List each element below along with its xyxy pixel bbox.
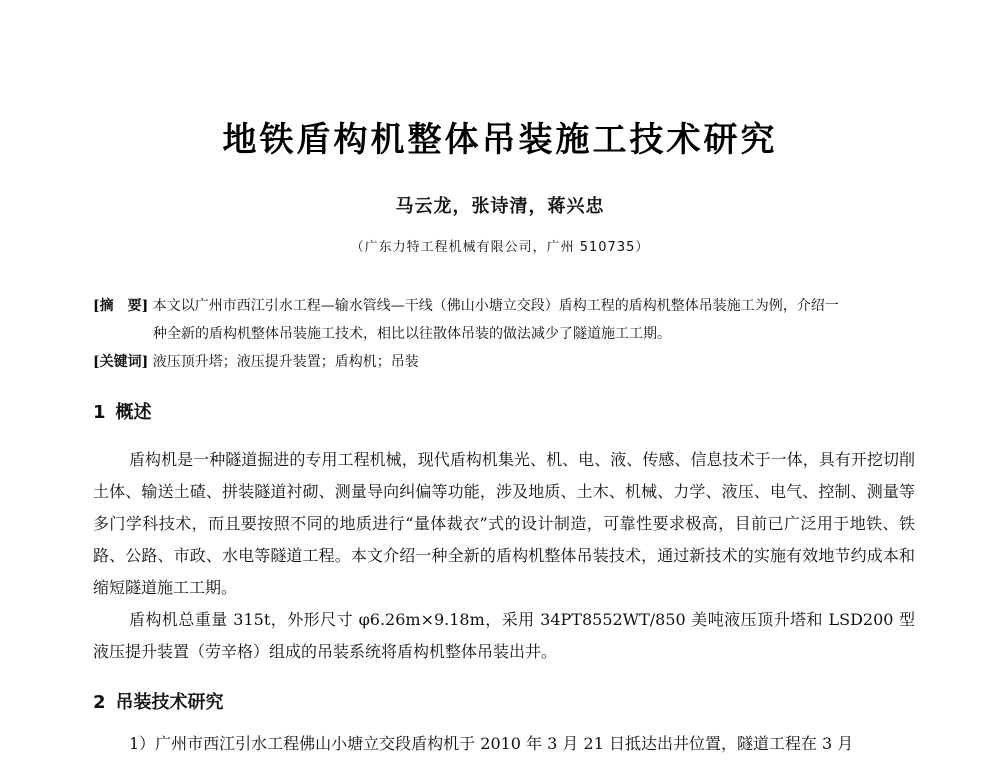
section-heading-2 bbox=[93, 688, 224, 714]
section-title: 吊装技术研究 bbox=[115, 692, 224, 713]
paper-title: 地铁盾构机整体吊装施工技术研究 bbox=[222, 120, 778, 160]
paragraph: 盾构机总重量 315t，外形尺寸 φ6.26m×9.18m，采用 34PT8552WT/850 美吨液压顶升塔和 LSD200 型液压提升装置（劳辛格）组成的吊装系统将盾构机整体吊装出井。 bbox=[93, 610, 915, 661]
section-number: 2 bbox=[93, 692, 106, 713]
paragraph: 1）广州市西江引水工程佛山小塘立交段盾构机于 2010 年 3 月 21 日抵达出井位置，隧道工程在 3 月 bbox=[129, 734, 854, 753]
paragraph: 盾构机是一种隧道掘进的专用工程机械，现代盾构机集光、机、电、液、传感、信息技术于一体，具有开挖切削土体、输送土碴、拼装隧道衬砌、测量导向纠偏等功能，涉及地质、土木、机械、力学、液压、电气、控制、测量等多门学科技术，而且要按照不同的地质进行“量体裁衣”式的设计制造，可靠性要求极高，目前已广泛用于地铁、铁路、公路、市政、水电等隧道工程。本文介绍一种全新的盾构机整体吊装技术，通过新技术的实施有效地节约成本和缩短隧道施工工期。 bbox=[93, 450, 915, 597]
affiliation: （广东力特工程机械有限公司，广州 510735） bbox=[350, 240, 650, 255]
abstract-label: [摘 要] bbox=[93, 298, 149, 314]
section-title: 概述 bbox=[115, 402, 152, 423]
keywords-label: [关键词] bbox=[93, 354, 149, 370]
keywords bbox=[93, 348, 923, 376]
authors: 马云龙，张诗清，蒋兴忠 bbox=[395, 196, 605, 217]
abstract-text-1: 本文以广州市西江引水工程—输水管线—干线（佛山小塘立交段）盾构工程的盾构机整体吊装施工为例，介绍一 bbox=[152, 298, 839, 314]
abstract-line-1 bbox=[93, 292, 923, 320]
abstract-line-2: 种全新的盾构机整体吊装施工技术，相比以往散体吊装的做法减少了隧道施工工期。 bbox=[153, 326, 671, 342]
section-number: 1 bbox=[93, 402, 106, 423]
keywords-text: 液压顶升塔；液压提升装置；盾构机；吊装 bbox=[152, 354, 419, 370]
section-heading-1 bbox=[93, 398, 152, 424]
abstract bbox=[93, 292, 923, 348]
